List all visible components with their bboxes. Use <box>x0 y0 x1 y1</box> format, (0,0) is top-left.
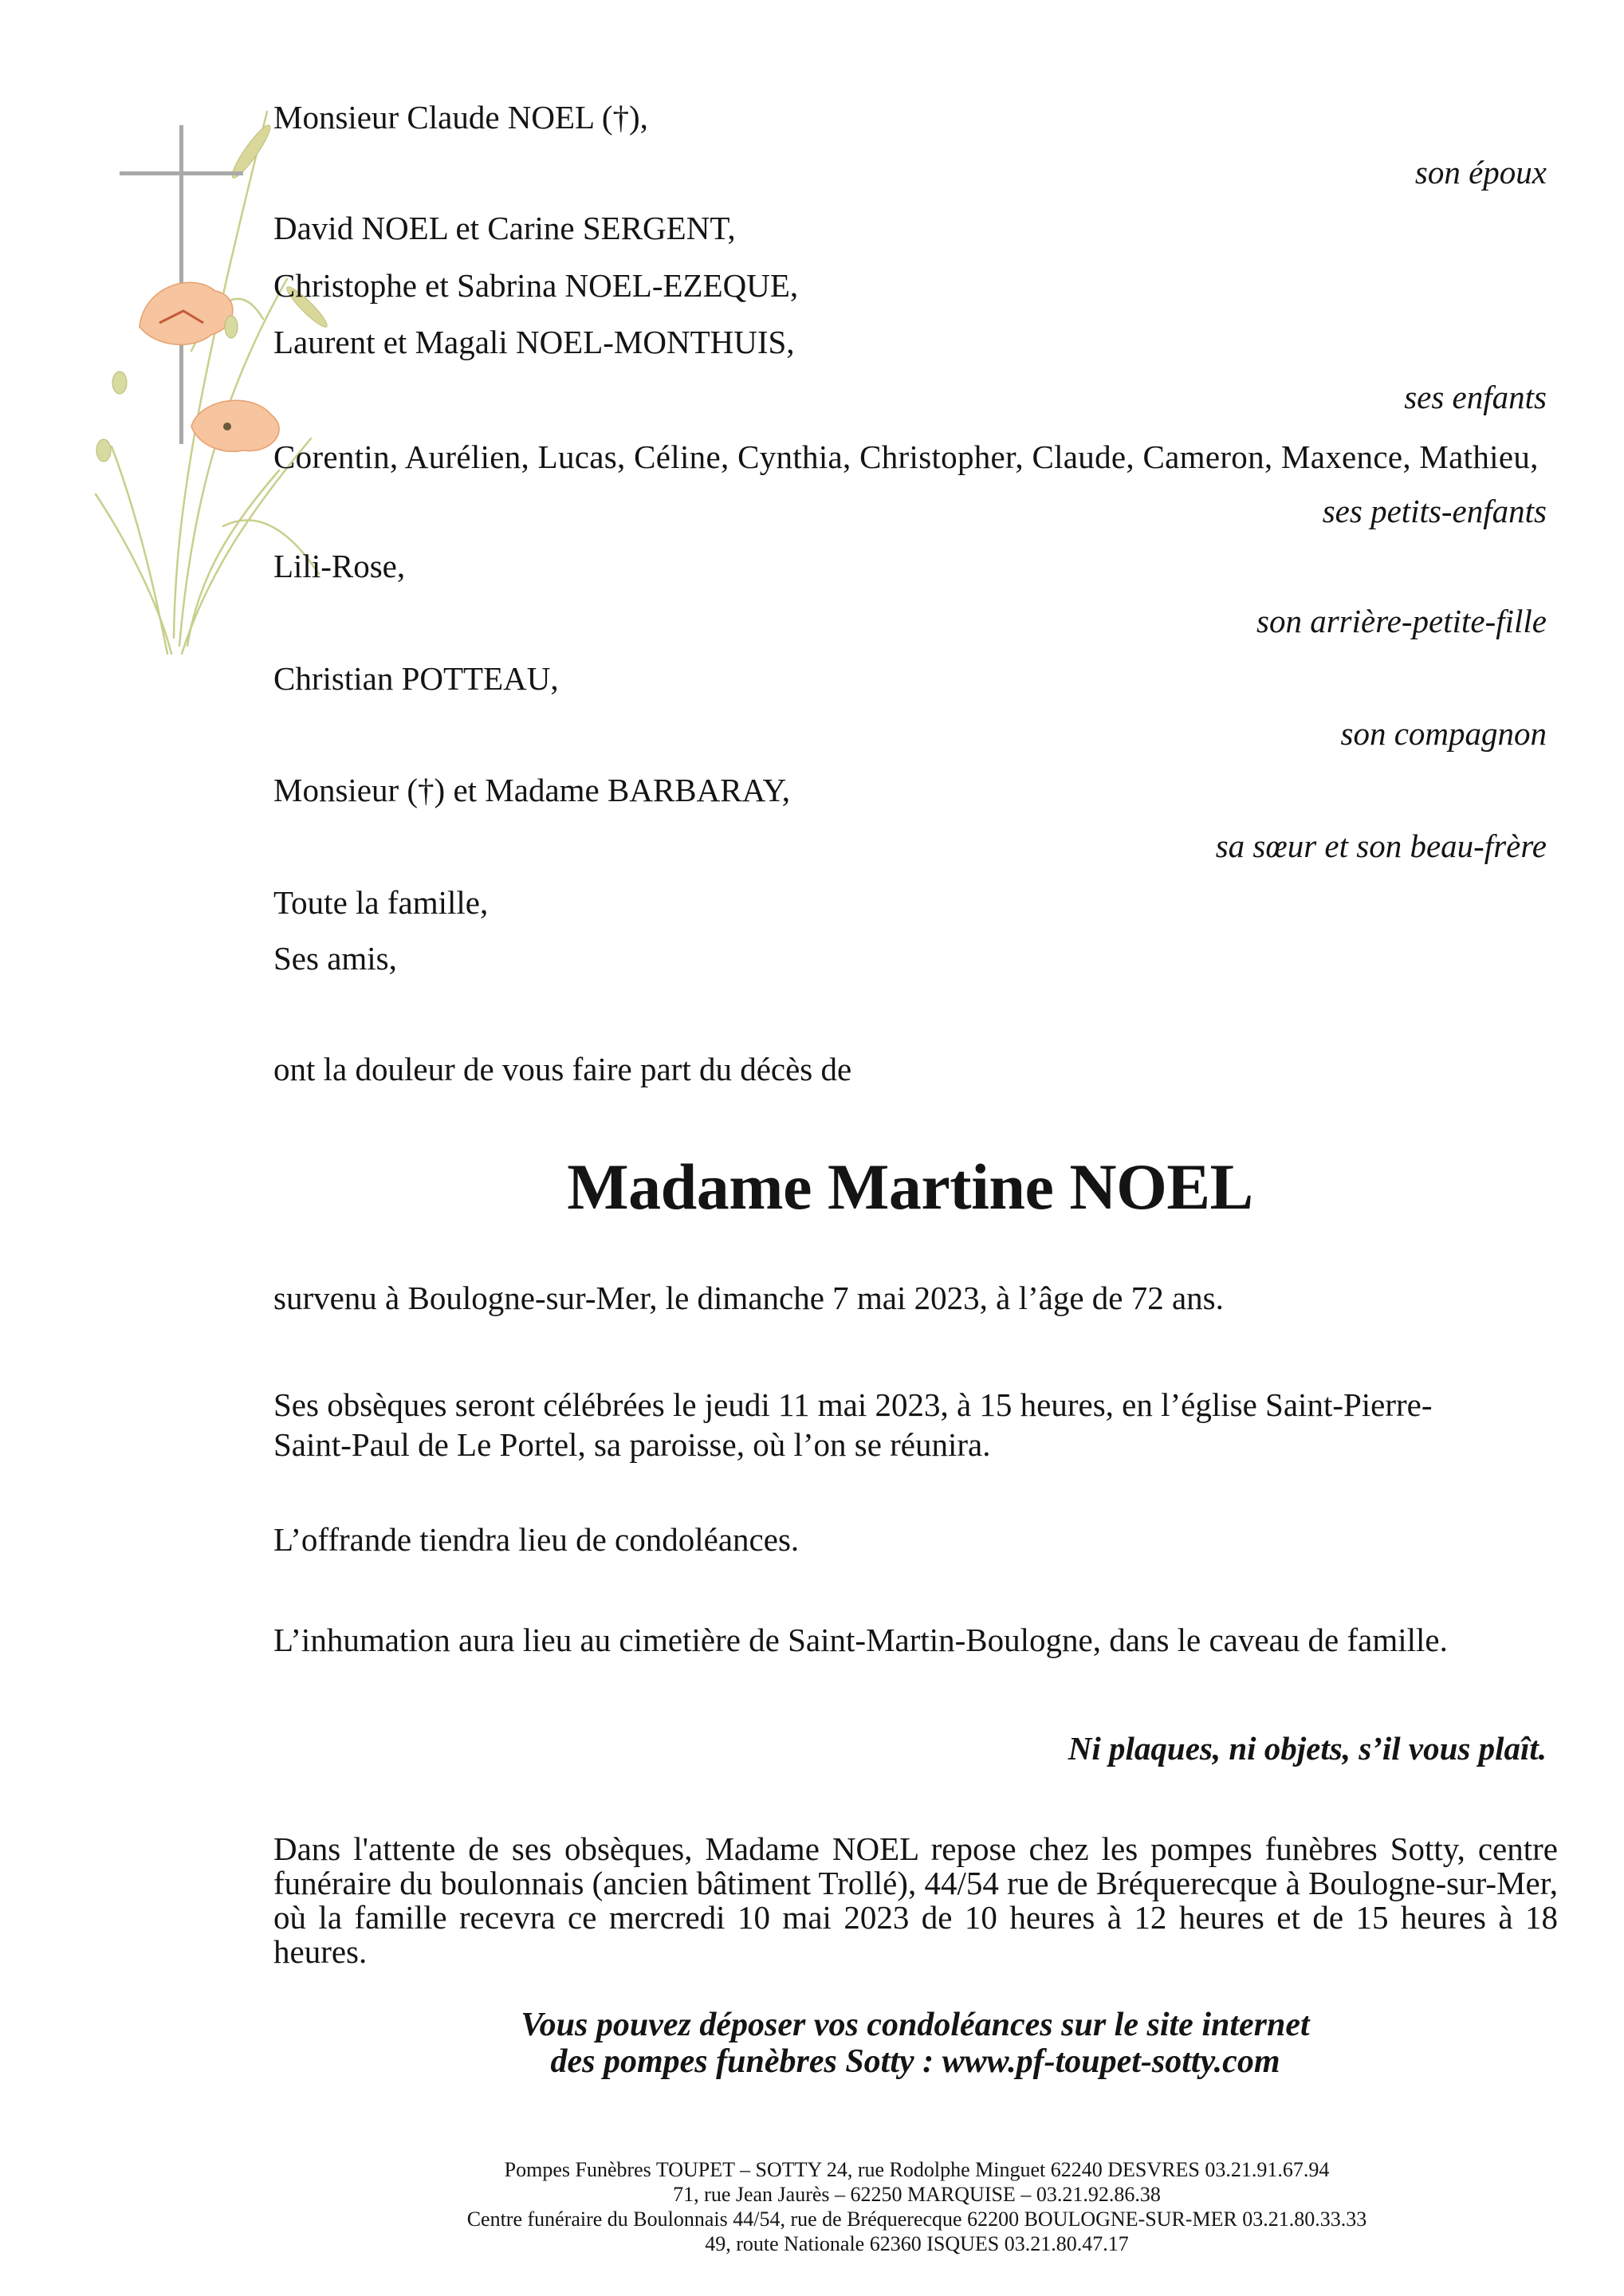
relation-companion: son compagnon <box>1340 715 1547 752</box>
footer-line: Pompes Funèbres TOUPET – SOTTY 24, rue Rodolphe Minguet 62240 DESVRES 03.21.91.67.94 <box>504 2158 1330 2181</box>
child-name: David NOEL et Carine SERGENT, <box>273 210 736 246</box>
repose-line: Dans l'attente de ses obsèques, Madame NOEL repose chez les pompes funèbres Sotty, centre <box>273 1830 1558 1867</box>
funeral-line-2: Saint-Paul de Le Portel, sa paroisse, où l’on se réunira. <box>273 1426 991 1463</box>
burial-info: L’inhumation aura lieu au cimetière de Saint-Martin-Boulogne, dans le caveau de famille. <box>273 1622 1448 1658</box>
repose-paragraph <box>273 1832 1558 1969</box>
footer-line: Centre funéraire du Boulonnais 44/54, rue de Bréquerecque 62200 BOULOGNE-SUR-MER 03.21.80.33.33 <box>466 2208 1367 2231</box>
funeral-home-footer <box>399 2157 1435 2256</box>
condolences-line: Vous pouvez déposer vos condoléances sur le site internet <box>521 2007 1310 2043</box>
announcement: ont la douleur de vous faire part du décès de <box>273 1051 852 1087</box>
repose-line: où la famille recevra ce mercredi 10 mai 2023 de 10 heures à 12 heures et de 15 heures à 18 heures. <box>273 1899 1558 1970</box>
companion-name: Christian POTTEAU, <box>273 660 559 697</box>
child-name: Christophe et Sabrina NOEL-EZEQUE, <box>273 267 799 304</box>
child-name: Laurent et Magali NOEL-MONTHUIS, <box>273 324 795 360</box>
deceased-name: Madame Martine NOEL <box>567 1150 1253 1223</box>
condolences-note <box>446 2007 1384 2080</box>
relation-sibling: sa sœur et son beau-frère <box>1215 828 1547 864</box>
funeral-line-1: Ses obsèques seront célébrées le jeudi 11 mai 2023, à 15 heures, en l’église Saint-Pierre- <box>273 1386 1433 1423</box>
family-line: Toute la famille, <box>273 884 489 921</box>
relation-children: ses enfants <box>1404 379 1547 415</box>
sibling-names: Monsieur (†) et Madame BARBARAY, <box>273 772 791 808</box>
grandchildren-names: Corentin, Aurélien, Lucas, Céline, Cynthia, Christopher, Claude, Cameron, Maxence, Mathieu, <box>273 438 1539 475</box>
footer-line: 49, route Nationale 62360 ISQUES 03.21.80.47.17 <box>705 2232 1129 2255</box>
spouse-name: Monsieur Claude NOEL (†), <box>273 99 648 136</box>
great-grandchild-name: Lili-Rose, <box>273 548 406 584</box>
relation-grandchildren: ses petits-enfants <box>1322 493 1547 529</box>
offering-note: L’offrande tiendra lieu de condoléances. <box>273 1521 800 1558</box>
footer-line: 71, rue Jean Jaurès – 62250 MARQUISE – 03.21.92.86.38 <box>673 2183 1161 2206</box>
no-flowers-note: Ni plaques, ni objets, s’il vous plaît. <box>1068 1730 1547 1767</box>
relation-great-grandchild: son arrière-petite-fille <box>1256 603 1547 639</box>
friends-line: Ses amis, <box>273 940 397 977</box>
condolences-website-link[interactable]: des pompes funèbres Sotty : www.pf-toupet-sotty.com <box>550 2043 1280 2080</box>
relation-spouse: son époux <box>1414 154 1547 191</box>
repose-line: funéraire du boulonnais (ancien bâtiment Trollé), 44/54 rue de Bréquerecque à Boulogne-sur-Mer, <box>273 1865 1558 1901</box>
death-info: survenu à Boulogne-sur-Mer, le dimanche 7 mai 2023, à l’âge de 72 ans. <box>273 1280 1224 1316</box>
poppy-flowers-icon <box>96 282 279 462</box>
